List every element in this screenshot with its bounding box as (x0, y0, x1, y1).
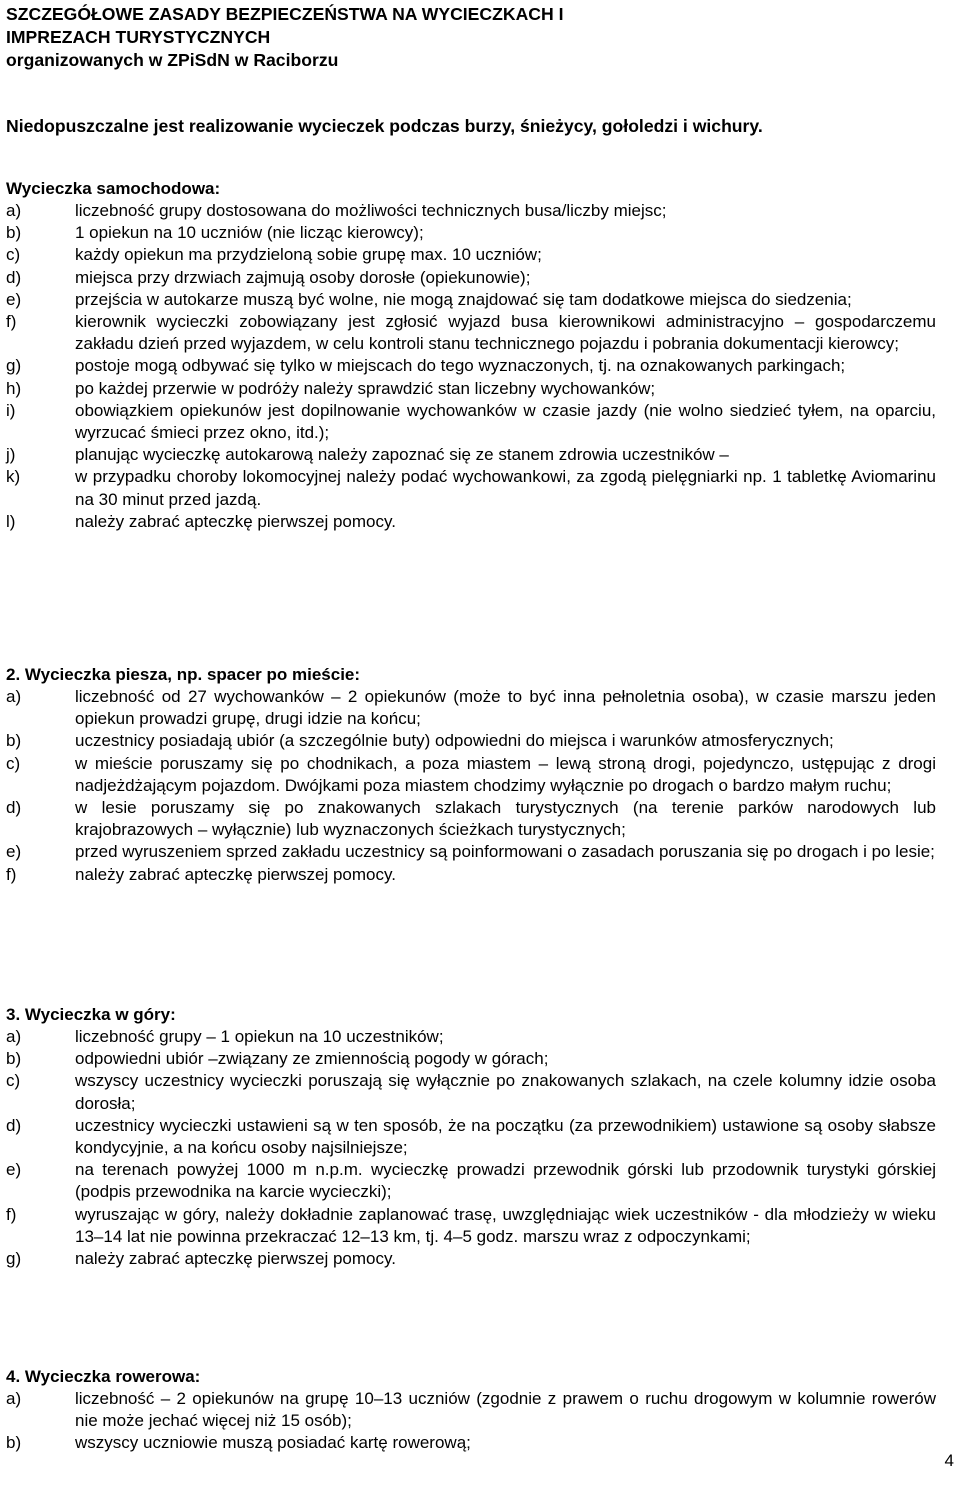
rule-text: na terenach powyżej 1000 m n.p.m. wycieczkę prowadzi przewodnik górski lub przodownik turystyki górskiej (podpis przewodnika na karcie wycieczki); (75, 1160, 936, 1202)
rule-text: po każdej przerwie w podróży należy sprawdzić stan liczebny wychowanków; (75, 378, 656, 398)
rule-letter: f) (6, 864, 17, 884)
section-heading (6, 178, 936, 200)
rule-letter: d) (6, 798, 22, 818)
rule-list (6, 1026, 936, 1270)
rule-text: przejścia w autokarze muszą być wolne, nie mogą znajdować się tam dodatkowe miejsca do siedzenia; (75, 289, 852, 309)
rule-item (6, 753, 936, 797)
rule-text: uczestnicy posiadają ubiór (a szczególnie buty) odpowiedni do miejsca i warunków atmosferycznych; (75, 731, 834, 751)
rule-item (6, 1070, 936, 1114)
rule-item (6, 444, 936, 466)
rule-letter: e) (6, 1160, 22, 1180)
rule-text: wyruszając w góry, należy dokładnie zaplanować trasę, uwzględniając wiek uczestników - dla młodzieży w wieku 13–14 lat nie powinna przekraczać 12–13 km, tj. 4–5 godz. marszu wraz z odpoczynkami; (75, 1204, 936, 1246)
rule-list (6, 200, 936, 533)
rule-text: kierownik wycieczki zobowiązany jest zgłosić wyjazd busa kierownikowi administracyjno – gospodarczemu zakładu dzień przed wyjazdem, w celu kontroli stanu technicznego pojazdu i pobrania dokumentacji kierowcy; (75, 312, 936, 354)
rule-item (6, 222, 936, 244)
rule-letter: e) (6, 842, 22, 862)
rule-text: liczebność grupy – 1 opiekun na 10 uczestników; (75, 1027, 444, 1046)
rule-letter: c) (6, 1071, 21, 1091)
rule-letter: a) (6, 201, 22, 220)
rule-text: obowiązkiem opiekunów jest dopilnowanie wychowanków w czasie jazdy (nie wolno siedzieć tyłem, na oparciu, wyrzucać śmieci przez okno, itd.); (75, 400, 936, 443)
rule-item (6, 466, 936, 510)
title-line: organizowanych w ZPiSdN w Raciborzu (6, 50, 339, 70)
rule-item (6, 1048, 936, 1070)
rule-item (6, 797, 936, 841)
rule-item (6, 311, 936, 355)
rule-letter: d) (6, 1115, 22, 1135)
rule-letter: l) (6, 511, 16, 531)
rule-item (6, 511, 936, 533)
rule-item (6, 841, 936, 863)
section-car-trip (6, 178, 936, 533)
rule-letter: c) (6, 245, 21, 265)
rule-letter: b) (6, 223, 22, 243)
rule-item (6, 289, 936, 311)
rule-item (6, 686, 936, 730)
rule-letter: e) (6, 289, 22, 309)
rule-item (6, 1248, 936, 1270)
rule-letter: a) (6, 687, 22, 706)
rule-list (6, 1388, 936, 1455)
rule-letter: d) (6, 267, 22, 287)
section-heading-bold: 3. Wycieczka w góry: (6, 1005, 176, 1024)
rule-letter: b) (6, 1049, 22, 1069)
rule-text: miejsca przy drzwiach zajmują osoby dorosłe (opiekunowie); (75, 267, 531, 287)
rule-letter: g) (6, 356, 22, 376)
rule-text: każdy opiekun ma przydzieloną sobie grupę max. 10 uczniów; (75, 245, 542, 265)
rule-text: należy zabrać apteczkę pierwszej pomocy. (75, 864, 396, 884)
rule-text: postoje mogą odbywać się tylko w miejscach do tego wyznaczonych, tj. na oznakowanych parkingach; (75, 356, 846, 376)
rule-item (6, 378, 936, 400)
section-bike-trip (6, 1366, 936, 1455)
rule-item (6, 244, 936, 266)
rule-text: w przypadku choroby lokomocyjnej należy podać wychowankowi, za zgodą pielęgniarki np. 1 tabletkę Aviomarinu na 30 minut przed jazdą. (75, 467, 936, 509)
rule-text: liczebność grupy dostosowana do możliwości technicznych busa/liczby miejsc; (75, 201, 667, 220)
rule-item (6, 1159, 936, 1203)
rule-list (6, 686, 936, 886)
rule-item (6, 1115, 936, 1159)
rule-text: należy zabrać apteczkę pierwszej pomocy. (75, 511, 396, 531)
rule-letter: b) (6, 1433, 22, 1453)
section-mountain-trip (6, 1004, 936, 1270)
rule-letter: a) (6, 1389, 22, 1408)
section-heading (6, 1004, 936, 1026)
page-number: 4 (944, 1451, 954, 1470)
rule-item (6, 355, 936, 377)
section-heading-rest: spacer po mieście: (202, 665, 361, 684)
rule-text: przed wyruszeniem sprzed zakładu uczestnicy są poinformowani o zasadach poruszania się po drogach i po lesie; (75, 842, 935, 862)
rule-text: w lesie poruszamy się po znakowanych szlakach turystycznych (na terenie parków narodowych lub krajobrazowych – wyłącznie) lub wyznaczonych ścieżkach turystycznych; (75, 798, 936, 840)
rule-letter: g) (6, 1249, 22, 1269)
rule-text: uczestnicy wycieczki ustawieni są w ten sposób, że na początku (za przewodnikiem) ustawione są osoby słabsze kondycyjnie, a na końcu osoby najsilniejsze; (75, 1115, 936, 1158)
rule-letter: i) (6, 400, 16, 420)
rule-text: należy zabrać apteczkę pierwszej pomocy. (75, 1249, 396, 1269)
rule-text: wszyscy uczestnicy wycieczki poruszają się wyłącznie po znakowanych szlakach, na czele kolumny idzie osoba dorosła; (75, 1071, 936, 1113)
section-heading-bold: Wycieczka samochodowa: (6, 179, 221, 198)
section-heading (6, 664, 936, 686)
section-walking-trip (6, 664, 936, 886)
title-line: IMPREZACH TURYSTYCZNYCH (6, 27, 271, 47)
section-heading-bold: 4. Wycieczka rowerowa: (6, 1367, 201, 1386)
rule-item (6, 267, 936, 289)
rule-letter: b) (6, 731, 22, 751)
rule-item (6, 730, 936, 752)
rule-item (6, 200, 936, 222)
rule-text: wszyscy uczniowie muszą posiadać kartę rowerową; (75, 1433, 471, 1453)
rule-letter: c) (6, 753, 21, 773)
rule-letter: k) (6, 467, 21, 487)
section-heading (6, 1366, 936, 1388)
rule-letter: f) (6, 312, 17, 332)
rule-item (6, 1204, 936, 1248)
rule-letter: h) (6, 378, 22, 398)
rule-text: liczebność – 2 opiekunów na grupę 10–13 uczniów (zgodnie z prawem o ruchu drogowym w kolumnie rowerów nie może jechać więcej niż 15 osób); (75, 1389, 936, 1431)
rule-item (6, 864, 936, 886)
rule-letter: j) (6, 445, 16, 465)
rule-letter: a) (6, 1027, 22, 1046)
rule-item (6, 400, 936, 444)
section-heading-bold: 2. Wycieczka piesza, np. (6, 665, 203, 684)
rule-item (6, 1026, 936, 1048)
rule-text: planując wycieczkę autokarową należy zapoznać się ze stanem zdrowia uczestników – (75, 445, 729, 465)
document-title (6, 3, 906, 72)
rule-item (6, 1432, 936, 1454)
title-line: SZCZEGÓŁOWE ZASADY BEZPIECZEŃSTWA NA WYCIECZKACH I (6, 4, 564, 24)
rule-item (6, 1388, 936, 1432)
rule-text: liczebność od 27 wychowanków – 2 opiekunów (może to być inna pełnoletnia osoba), w czasie marszu jeden opiekun prowadzi grupę, drugi idzie na końcu; (75, 687, 936, 729)
rule-text: odpowiedni ubiór –związany ze zmiennością pogody w górach; (75, 1049, 549, 1069)
rule-text: 1 opiekun na 10 uczniów (nie licząc kierowcy); (75, 223, 424, 243)
weather-warning: Niedopuszczalne jest realizowanie wycieczek podczas burzy, śnieżycy, gołoledzi i wichury. (6, 116, 763, 136)
rule-text: w mieście poruszamy się po chodnikach, a poza miastem – lewą stroną drogi, pojedynczo, ustępując z drogi nadjeżdżającym pojazdom. Dwójkami poza miastem chodzimy wyłącznie po drogach o bardzo małym ruchu; (75, 753, 936, 795)
rule-letter: f) (6, 1204, 17, 1224)
